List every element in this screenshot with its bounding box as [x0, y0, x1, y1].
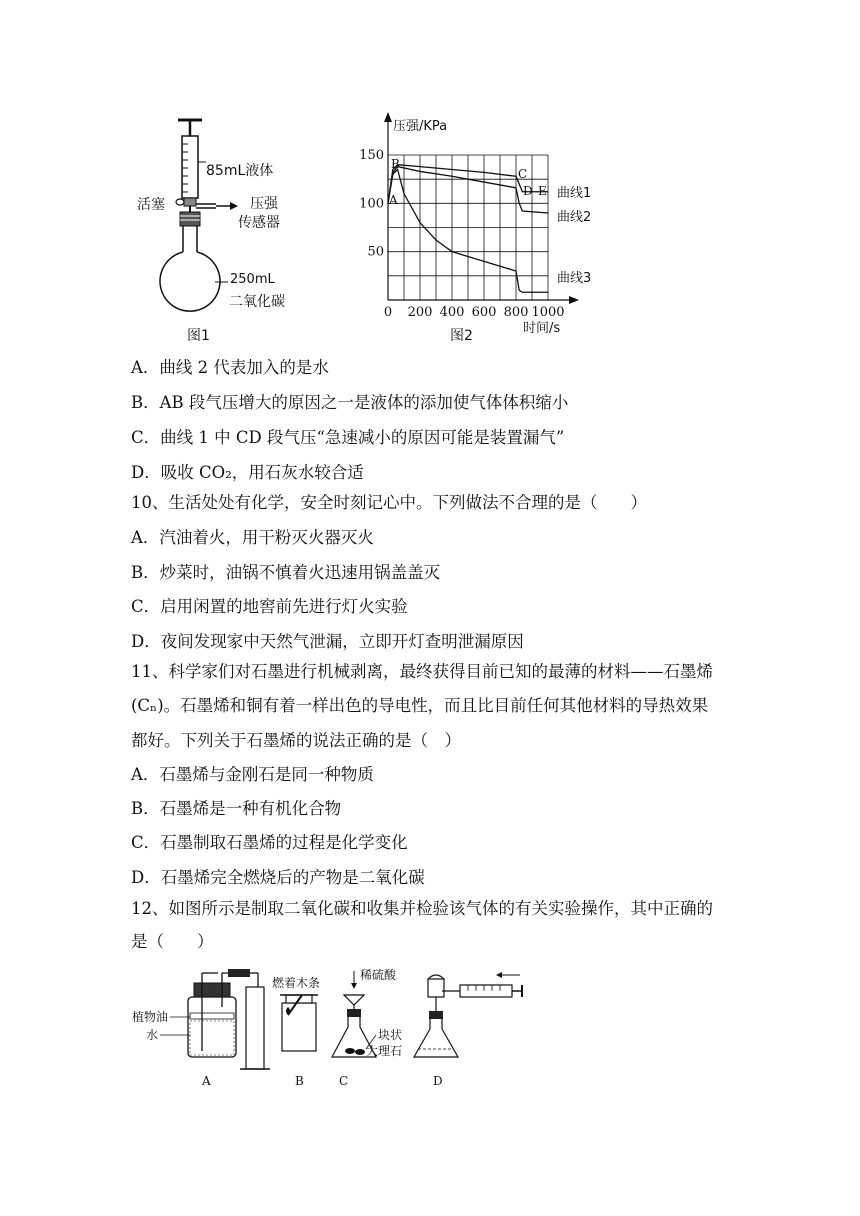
y-axis-label: 压强/KPa: [393, 119, 448, 134]
panel-b-apparatus: [280, 995, 318, 1051]
q11-stem-line-3: 都好。下列关于石墨烯的说法正确的是（ ）: [131, 731, 461, 750]
x-tick-label: 400: [439, 305, 465, 320]
panel-label-c: C: [339, 1074, 349, 1088]
panel-label-a: A: [202, 1074, 211, 1088]
label-splint: 燃着木条: [272, 976, 321, 990]
figure2-caption: 图2: [450, 328, 473, 344]
q10-stem: 10、生活处处有化学，安全时刻记心中。下列做法不合理的是（ ）: [131, 493, 647, 512]
point-label-c: C: [518, 167, 528, 181]
point-label-d: D: [523, 184, 533, 198]
panel-label-d: D: [433, 1074, 443, 1088]
q9-option-a: A．曲线 2 代表加入的是水: [131, 358, 329, 377]
label-marble-1: 块状: [378, 1028, 403, 1042]
q9-option-b: B．AB 段气压增大的原因之一是液体的添加使气体体积缩小: [131, 393, 569, 412]
pressure-chart: [355, 110, 605, 340]
q9-option-c: C．曲线 1 中 CD 段气压“急速减小的原因可能是装置漏气”: [131, 428, 565, 447]
q11-stem-line-1: 11、科学家们对石墨进行机械剥离，最终获得目前已知的最薄的材料——石墨烯: [131, 662, 713, 681]
y-tick-label: 50: [367, 244, 384, 260]
sensor-label-2: 传感器: [238, 215, 280, 231]
flask-label-2: 二氧化碳: [229, 294, 285, 310]
q12-stem-line-1: 12、如图所示是制取二氧化碳和收集并检验该气体的有关实验操作，其中正确的: [131, 899, 713, 918]
syringe-label: 85mL液体: [206, 163, 274, 179]
figure1-caption: 图1: [187, 328, 210, 344]
panel-a-apparatus: [160, 969, 270, 1069]
x-axis-label: 时间/s: [523, 321, 561, 336]
sensor-label-1: 压强: [250, 196, 278, 212]
label-oil: 植物油: [132, 1010, 169, 1024]
q11-stem-line-2: (Cₙ)。石墨烯和铜有着一样出色的导电性，而且比目前任何其他材料的导热效果: [131, 696, 709, 715]
q10-option-b: B．炒菜时，油锅不慎着火迅速用锅盖盖灭: [131, 563, 441, 582]
curve-label-3: 曲线3: [557, 271, 592, 286]
q11-option-b: B．石墨烯是一种有机化合物: [131, 799, 342, 818]
q10-option-a: A．汽油着火，用干粉灭火器灭火: [131, 528, 374, 547]
x-tick-label: 800: [503, 305, 529, 320]
x-tick-label: 0: [383, 305, 393, 320]
q10-option-c: C．启用闲置的地窖前先进行灯火实验: [131, 597, 408, 616]
panel-label-b: B: [295, 1074, 304, 1088]
label-water: 水: [146, 1028, 159, 1042]
q12-stem-line-2: 是（ ）: [131, 932, 214, 951]
y-tick-label: 150: [359, 148, 384, 163]
q11-option-d: D．石墨烯完全燃烧后的产物是二氧化碳: [131, 868, 425, 887]
panel-d-apparatus: [414, 972, 522, 1057]
label-marble-2: 大理石: [366, 1044, 403, 1058]
q11-option-c: C．石墨制取石墨烯的过程是化学变化: [131, 833, 408, 852]
flask-label-1: 250mL: [230, 272, 275, 287]
x-tick-label: 200: [407, 305, 433, 320]
point-label-b: B: [391, 157, 400, 171]
figure12-apparatus: [130, 965, 540, 1095]
y-tick-label: 100: [359, 196, 384, 212]
label-acid: 稀硫酸: [360, 968, 397, 982]
figure1-apparatus: [130, 112, 330, 347]
x-tick-label: 1000: [531, 305, 565, 320]
q11-option-a: A．石墨烯与金刚石是同一种物质: [131, 765, 374, 784]
curve-label-2: 曲线2: [557, 210, 592, 225]
point-label-a: A: [389, 193, 398, 207]
valve-label: 活塞: [137, 197, 165, 213]
x-tick-label: 600: [471, 305, 497, 320]
curve-label-1: 曲线1: [557, 186, 592, 201]
q9-option-d: D．吸收 CO₂，用石灰水较合适: [131, 463, 364, 482]
point-label-e: E: [538, 184, 547, 198]
q10-option-d: D．夜间发现家中天然气泄漏，立即开灯查明泄漏原因: [131, 632, 524, 651]
